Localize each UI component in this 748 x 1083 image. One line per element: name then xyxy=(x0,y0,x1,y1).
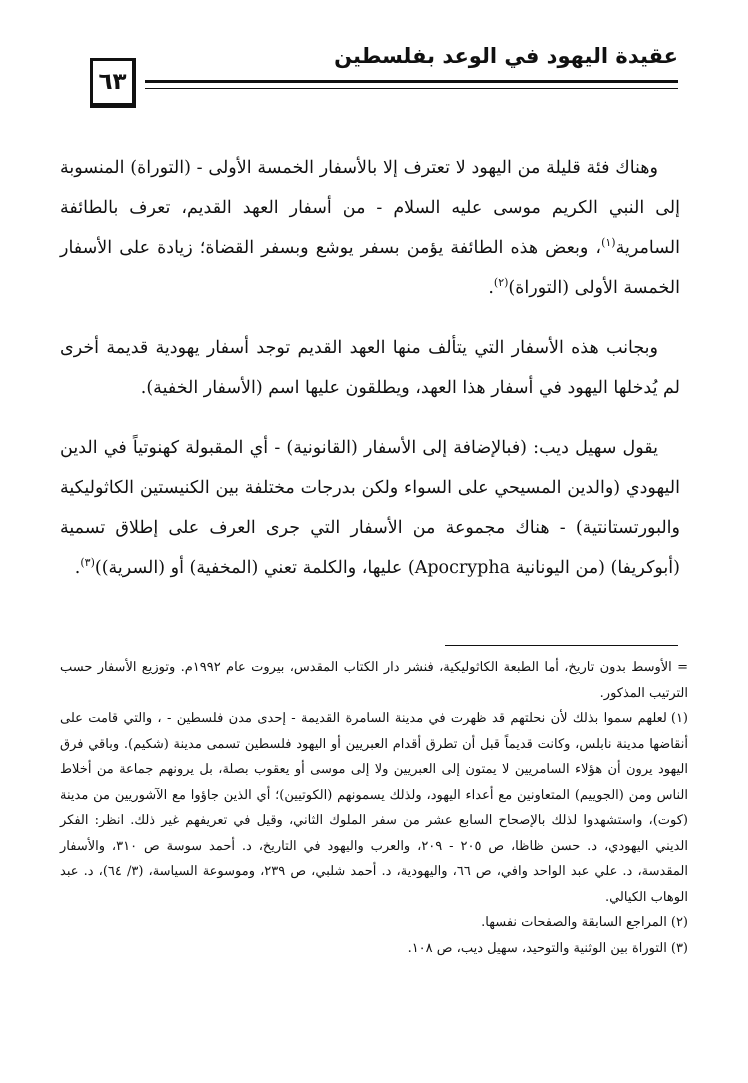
footnote-continuation: = الأوسط بدون تاريخ، أما الطبعة الكاثوليكية، فنشر دار الكتاب المقدس، بيروت عام ١٩٩٢م. وتوزيع الأسفار حسب الترتيب المذكور. xyxy=(60,660,689,701)
footnote-3-label: (٣) xyxy=(670,940,688,956)
paragraph-3-text-b: . xyxy=(74,558,81,578)
page-number: ٦٣ xyxy=(98,69,127,95)
paragraph-3 xyxy=(60,428,680,588)
footnote-3-text: التوراة بين الوثنية والتوحيد، سهيل ديب، ص ١٠٨. xyxy=(407,940,667,956)
footnote-1-text: لعلهم سموا بذلك لأن نحلتهم قد ظهرت في مدينة السامرة القديمة - إحدى مدن فلسطين - ، والتي قامت على أنقاضها مدينة نابلس، وكانت قديماً قبل أن تطرق أقدام العبريين أو اليهود فلسطين تسمى مدينة (شكيم). وباقي فرق اليهود يرون أن هؤلاء السامريين لا يمتون إلى العبريين ولا إلى موسى أو يعقوب بصلة، بل يرونهم جماعة من أخلاط الناس ومن (الجوييم) المتعاونين مع أعداء اليهود، ولذلك يسمونهم (الكوتيين)؛ أي الذين جاؤوا مع الآشوريين من مدينة (كوت)، واستشهدوا لذلك بالإصحاح السابع عشر من سفر الملوك الثاني، وقيل في تعريفهم غير ذلك. انظر: الفكر الديني اليهودي، د. حسن ظاظا، ص ٢٠٥ - ٢٠٩، والعرب واليهود في التاريخ، د. أحمد سوسة ص ٣١٠، والأسفار المقدسة، د. علي عبد الواحد وافي، ص ٦٦، واليهودية، د. أحمد شلبي، ص ٢٣٩، وموسوعة السياسة، (٣/ ٦٤)، د. عبد الوهاب الكيالي. xyxy=(60,711,689,905)
footnote-1-label: (١) xyxy=(670,711,688,726)
paragraph-1-text-b: ، وبعض هذه الطائفة يؤمن بسفر يوشع وبسفر القضاة؛ زيادة على الأسفار الخمسة الأولى (التوراة) xyxy=(60,238,680,298)
footnote-ref-3[interactable]: (٣) xyxy=(80,556,95,570)
paragraph-3-text-a: يقول سهيل ديب: (فبالإضافة إلى الأسفار (القانونية) - أي المقبولة كهنوتياً في الدين اليهودي (والدين المسيحي على السواء ولكن بدرجات مختلفة بين الكنيستين الكاثوليكية والبورتستانتية) - هناك مجموعة من الأسفار التي جرى العرف على إطلاق تسمية (أبوكريفا) (من اليونانية Apocrypha) عليها، والكلمة تعني (المخفية) أو (السرية)) xyxy=(60,438,680,578)
header-rule-thick xyxy=(145,80,678,83)
footnote-3 xyxy=(60,936,688,962)
footnote-1 xyxy=(60,706,688,910)
main-text xyxy=(60,148,680,608)
footnote-separator xyxy=(445,645,678,646)
paragraph-1-text-c: . xyxy=(488,278,494,298)
footnote-ref-1[interactable]: (١) xyxy=(601,236,616,250)
paragraph-1-text-a: وهناك فئة قليلة من اليهود لا تعترف إلا بالأسفار الخمسة الأولى - (التوراة) المنسوبة إلى النبي الكريم موسى عليه السلام - من أسفار العهد القديم، تعرف بالطائفة السامرية xyxy=(60,158,680,258)
page-header xyxy=(90,40,678,100)
footnote-ref-2[interactable]: (٢) xyxy=(493,276,509,290)
header-rule-thin xyxy=(145,88,678,89)
paragraph-1 xyxy=(60,148,680,308)
footnote-2 xyxy=(60,910,688,936)
footnote-2-label: (٢) xyxy=(670,915,688,930)
running-title: عقيدة اليهود في الوعد بفلسطين xyxy=(334,44,678,68)
footnote-2-text: المراجع السابقة والصفحات نفسها. xyxy=(481,915,667,930)
page-number-box xyxy=(90,58,136,108)
footnotes xyxy=(60,655,688,961)
paragraph-2: وبجانب هذه الأسفار التي يتألف منها العهد القديم توجد أسفار يهودية قديمة أخرى لم يُدخلها اليهود في أسفار هذا العهد، ويطلقون عليها اسم (الأسفار الخفية). xyxy=(60,338,680,398)
